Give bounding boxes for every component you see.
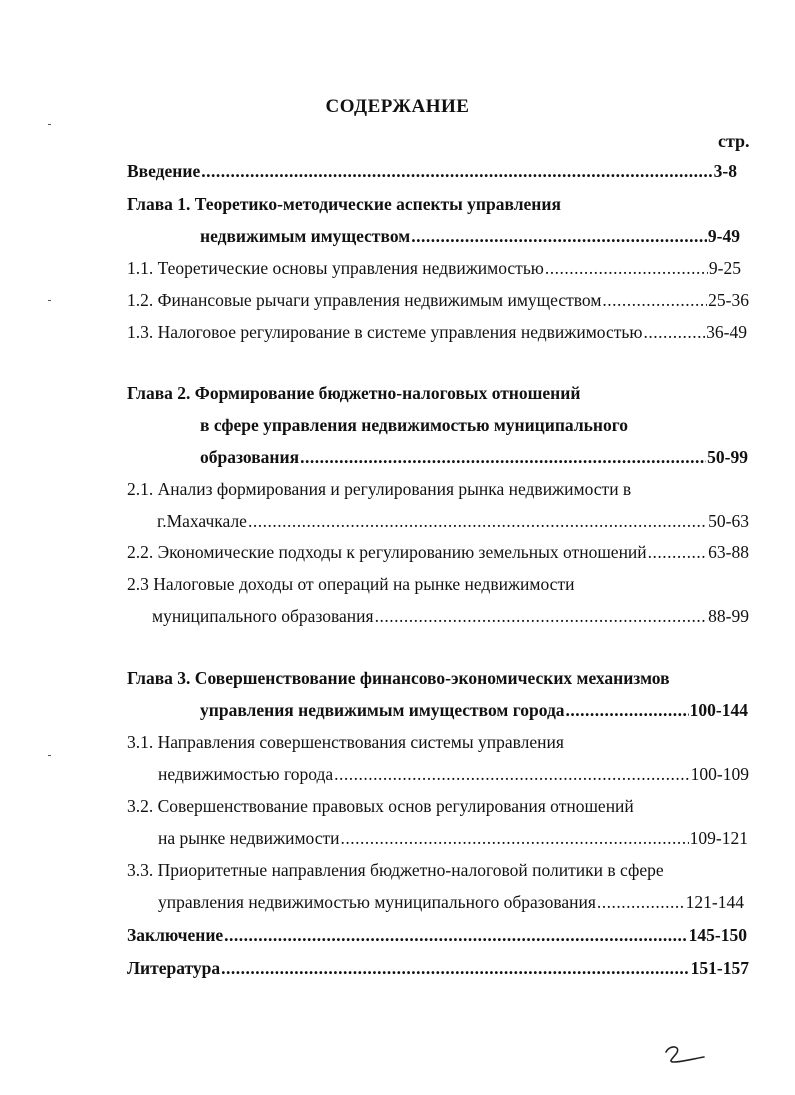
toc-leader bbox=[545, 257, 708, 279]
toc-leader bbox=[602, 289, 707, 311]
toc-chapter-2-title: Глава 2. Формирование бюджетно-налоговых отношений bbox=[127, 383, 581, 403]
toc-entry-text: на рынке недвижимости bbox=[158, 828, 340, 848]
toc-chapter-2 bbox=[200, 446, 748, 468]
toc-entry-text: недвижимым имуществом bbox=[200, 226, 411, 246]
toc-leader bbox=[643, 321, 705, 343]
toc-entry-text: Литература bbox=[127, 958, 221, 978]
toc-entry-pages: 50-63 bbox=[708, 511, 749, 531]
toc-entry-pages: 109-121 bbox=[689, 828, 748, 848]
toc-leader bbox=[334, 763, 690, 785]
toc-leader bbox=[375, 605, 708, 627]
toc-leader bbox=[648, 541, 708, 563]
scan-mark bbox=[48, 124, 51, 125]
toc-entry-text: 2.2. Экономические подходы к регулированию земельных отношений bbox=[127, 542, 647, 562]
scan-mark bbox=[48, 300, 51, 301]
toc-entry-text: образования bbox=[200, 447, 300, 467]
toc-entry-pages: 50-99 bbox=[707, 447, 748, 467]
toc-leader bbox=[300, 446, 706, 468]
toc-entry-pages: 121-144 bbox=[685, 892, 744, 912]
toc-section-1-1 bbox=[127, 257, 741, 279]
toc-entry-pages: 145-150 bbox=[688, 925, 747, 945]
toc-section-2-3 bbox=[152, 605, 749, 627]
scan-mark bbox=[48, 755, 51, 756]
toc-entry-pages: 25-36 bbox=[708, 290, 749, 310]
toc-section-2-3-title: 2.3 Налоговые доходы от операций на рынке недвижимости bbox=[127, 574, 575, 594]
toc-leader bbox=[597, 891, 685, 913]
toc-entry-text: 1.2. Финансовые рычаги управления недвижимым имуществом bbox=[127, 290, 602, 310]
toc-leader bbox=[566, 699, 689, 721]
toc-section-3-3-title: 3.3. Приоритетные направления бюджетно-налоговой политики в сфере bbox=[127, 860, 664, 880]
toc-section-3-2-title: 3.2. Совершенствование правовых основ регулирования отношений bbox=[127, 796, 634, 816]
toc-section-1-2 bbox=[127, 289, 749, 311]
toc-entry-text: г.Махачкале bbox=[157, 511, 247, 531]
page-column-label: стр. bbox=[718, 131, 750, 151]
toc-entry-pages: 88-99 bbox=[708, 606, 749, 626]
toc-entry-text: 1.1. Теоретические основы управления недвижимостью bbox=[127, 258, 544, 278]
toc-entry-pages: 100-109 bbox=[690, 764, 749, 784]
toc-entry-conclusion bbox=[127, 924, 747, 946]
toc-section-2-1 bbox=[157, 510, 749, 532]
toc-entry-pages: 100-144 bbox=[689, 700, 748, 720]
toc-entry-text: управления недвижимым имуществом города bbox=[200, 700, 565, 720]
handwritten-page-mark bbox=[660, 1040, 710, 1070]
toc-leader bbox=[224, 924, 688, 946]
toc-section-3-3 bbox=[158, 891, 744, 913]
toc-section-3-1 bbox=[158, 763, 749, 785]
toc-chapter-3-title: Глава 3. Совершенствование финансово-экономических механизмов bbox=[127, 668, 670, 688]
toc-entry-pages: 9-25 bbox=[708, 258, 741, 278]
toc-entry-text: Заключение bbox=[127, 925, 224, 945]
toc-entry-literature bbox=[127, 957, 749, 979]
toc-chapter-1 bbox=[200, 225, 740, 247]
toc-entry-text: Введение bbox=[127, 161, 201, 181]
toc-entry-pages: 9-49 bbox=[707, 226, 740, 246]
toc-entry-text: муниципального образования bbox=[152, 606, 374, 626]
toc-section-1-3 bbox=[127, 321, 747, 343]
toc-leader bbox=[248, 510, 707, 532]
toc-entry-pages: 3-8 bbox=[713, 161, 737, 181]
toc-section-2-2 bbox=[127, 541, 749, 563]
toc-leader bbox=[221, 957, 690, 979]
toc-entry-text: управления недвижимостью муниципального образования bbox=[158, 892, 596, 912]
toc-section-3-2 bbox=[158, 827, 748, 849]
toc-entry-pages: 151-157 bbox=[690, 958, 749, 978]
toc-section-2-1-title: 2.1. Анализ формирования и регулирования рынка недвижимости в bbox=[127, 479, 632, 499]
toc-leader bbox=[341, 827, 689, 849]
toc-entry-text: недвижимостью города bbox=[158, 764, 334, 784]
toc-entry-pages: 63-88 bbox=[708, 542, 749, 562]
page-title: СОДЕРЖАНИЕ bbox=[325, 96, 470, 117]
toc-entry-pages: 36-49 bbox=[706, 322, 747, 342]
toc-entry-intro bbox=[127, 160, 737, 182]
toc-leader bbox=[201, 160, 712, 182]
toc-leader bbox=[411, 225, 707, 247]
toc-chapter-3 bbox=[200, 699, 748, 721]
toc-chapter-1-title: Глава 1. Теоретико-методические аспекты управления bbox=[127, 194, 561, 214]
toc-chapter-2-title-cont: в сфере управления недвижимостью муниципального bbox=[200, 415, 628, 435]
toc-entry-text: 1.3. Налоговое регулирование в системе управления недвижимостью bbox=[127, 322, 643, 342]
toc-section-3-1-title: 3.1. Направления совершенствования системы управления bbox=[127, 732, 564, 752]
